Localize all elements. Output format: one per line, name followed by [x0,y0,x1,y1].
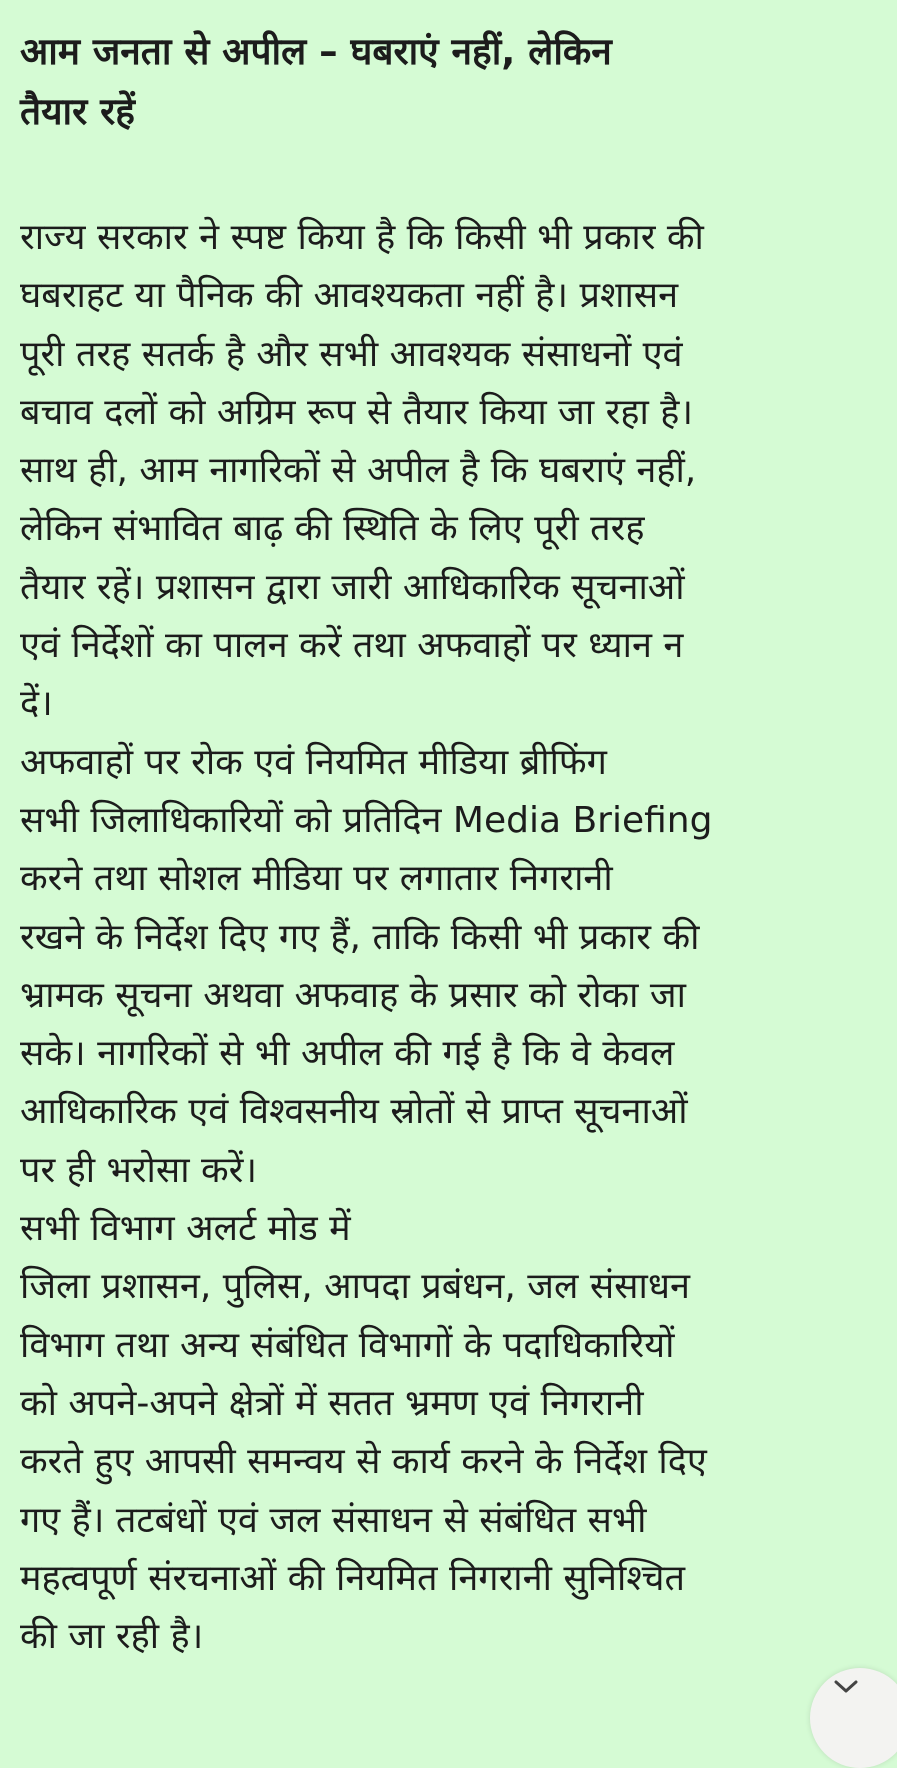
body-line: बचाव दलों को अग्रिम रूप से तैयार किया जा रहा है। [20,391,694,433]
heading-spacer [20,142,890,209]
scroll-down-button[interactable] [810,1668,897,1768]
section-subheading: सभी विभाग अलर्ट मोड में [20,1208,351,1250]
body-line: विभाग तथा अन्य संबंधित विभागों के पदाधिकारियों [20,1324,675,1366]
article [20,22,890,1666]
body-line: लेकिन संभावित बाढ़ की स्थिति के लिए पूरी तरह [20,508,645,550]
section-subheading: अफवाहों पर रोक एवं नियमित मीडिया ब्रीफिंग [20,741,607,783]
body-line: की जा रही है। [20,1616,204,1658]
body-line: आधिकारिक एवं विश्वसनीय स्रोतों से प्राप्त सूचनाओं [20,1091,688,1133]
article-heading-line-2: तैयार रहें [20,90,135,133]
body-line: साथ ही, आम नागरिकों से अपील है कि घबराएं नहीं, [20,450,697,492]
body-line: दें। [20,683,53,725]
body-line: करते हुए आपसी समन्वय से कार्य करने के निर्देश दिए [20,1441,707,1483]
body-line: सके। नागरिकों से भी अपील की गई है कि वे केवल [20,1033,675,1075]
body-line: जिला प्रशासन, पुलिस, आपदा प्रबंधन, जल संसाधन [20,1266,690,1308]
body-line: पूरी तरह सतर्क है और सभी आवश्यक संसाधनों एवं [20,333,683,375]
body-line: करने तथा सोशल मीडिया पर लगातार निगरानी [20,858,613,900]
body-line: पर ही भरोसा करें। [20,1149,257,1191]
article-heading-line-1: आम जनता से अपील – घबराएं नहीं, लेकिन [20,30,612,73]
body-line: सभी जिलाधिकारियों को प्रतिदिन Media Briefing [20,799,713,841]
body-line: महत्वपूर्ण संरचनाओं की नियमित निगरानी सुनिश्चित [20,1557,686,1599]
body-line: रखने के निर्देश दिए गए हैं, ताकि किसी भी प्रकार की [20,916,700,958]
chevron-down-icon [834,1680,858,1694]
body-line: गए हैं। तटबंधों एवं जल संसाधन से संबंधित सभी [20,1499,647,1541]
body-line: घबराहट या पैनिक की आवश्यकता नहीं है। प्रशासन [20,275,679,317]
body-line: भ्रामक सूचना अथवा अफवाह के प्रसार को रोका जा [20,974,686,1016]
body-line: राज्य सरकार ने स्पष्ट किया है कि किसी भी प्रकार की [20,217,704,258]
body-line: एवं निर्देशों का पालन करें तथा अफवाहों पर ध्यान न [20,625,684,667]
body-line: को अपने-अपने क्षेत्रों में सतत भ्रमण एवं निगरानी [20,1382,644,1424]
body-line: तैयार रहें। प्रशासन द्वारा जारी आधिकारिक सूचनाओं [20,566,685,608]
